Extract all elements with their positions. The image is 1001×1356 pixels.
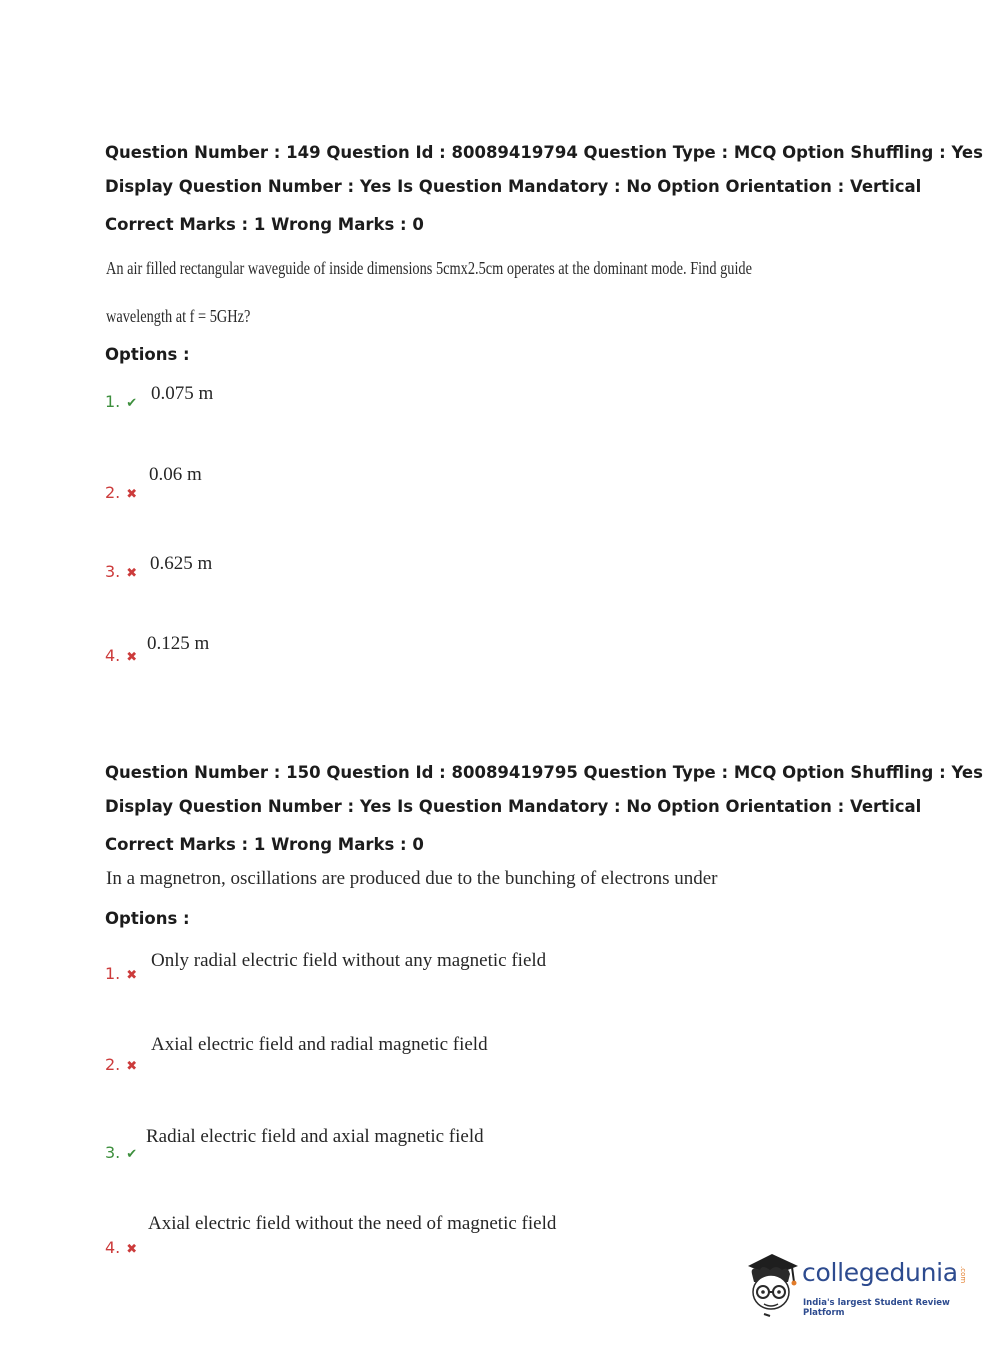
q149-option-3-number: 3. ✖	[105, 562, 138, 581]
logo-domain-suffix: .com	[959, 1266, 967, 1284]
q149-option-4-number: 4. ✖	[105, 646, 138, 665]
q150-option-1-number: 1. ✖	[105, 964, 138, 983]
q149-question-text-line1: An air filled rectangular waveguide of inside dimensions 5cmx2.5cm operates at the dominant mode. Find guide	[106, 258, 752, 278]
check-icon: ✔	[126, 1147, 138, 1162]
q150-option-3-number: 3. ✔	[105, 1143, 138, 1162]
q149-option-2-text: 0.06 m	[149, 464, 202, 485]
q150-question-text: In a magnetron, oscillations are produced due to the bunching of electrons under	[106, 868, 718, 889]
q150-meta-line3: Correct Marks : 1 Wrong Marks : 0	[105, 835, 424, 854]
cross-icon: ✖	[126, 566, 138, 581]
q149-question-text-line2: wavelength at f = 5GHz?	[106, 306, 251, 326]
cross-icon: ✖	[126, 487, 138, 502]
q150-option-4-text: Axial electric field without the need of magnetic field	[148, 1213, 557, 1234]
cross-icon: ✖	[126, 968, 138, 983]
cross-icon: ✖	[126, 1059, 138, 1074]
q149-meta-line1: Question Number : 149 Question Id : 80089419794 Question Type : MCQ Option Shuffling : Yes	[105, 143, 983, 162]
cross-icon: ✖	[126, 1242, 138, 1257]
q150-option-3-text: Radial electric field and axial magnetic field	[146, 1126, 484, 1147]
q149-option-4-text: 0.125 m	[147, 633, 210, 654]
mascot-icon	[742, 1248, 804, 1320]
q149-meta-line2: Display Question Number : Yes Is Question Mandatory : No Option Orientation : Vertical	[105, 177, 922, 196]
q149-option-1-number: 1. ✔	[105, 392, 138, 411]
collegedunia-logo	[742, 1248, 972, 1320]
logo-wordmark: collegedunia	[802, 1258, 958, 1287]
q149-meta-line3: Correct Marks : 1 Wrong Marks : 0	[105, 215, 424, 234]
q150-options-label: Options :	[105, 909, 190, 928]
q150-meta-line1: Question Number : 150 Question Id : 80089419795 Question Type : MCQ Option Shuffling : Yes	[105, 763, 983, 782]
q150-option-2-number: 2. ✖	[105, 1055, 138, 1074]
q149-option-1-text: 0.075 m	[151, 383, 214, 404]
q150-option-4-number: 4. ✖	[105, 1238, 138, 1257]
logo-tagline: India's largest Student Review Platform	[803, 1298, 950, 1318]
cross-icon: ✖	[126, 650, 138, 665]
q150-option-1-text: Only radial electric field without any magnetic field	[151, 950, 547, 971]
q150-option-2-text: Axial electric field and radial magnetic field	[151, 1034, 488, 1055]
check-icon: ✔	[126, 396, 138, 411]
q149-options-label: Options :	[105, 345, 190, 364]
q149-option-3-text: 0.625 m	[150, 553, 213, 574]
q150-meta-line2: Display Question Number : Yes Is Question Mandatory : No Option Orientation : Vertical	[105, 797, 922, 816]
q149-option-2-number: 2. ✖	[105, 483, 138, 502]
